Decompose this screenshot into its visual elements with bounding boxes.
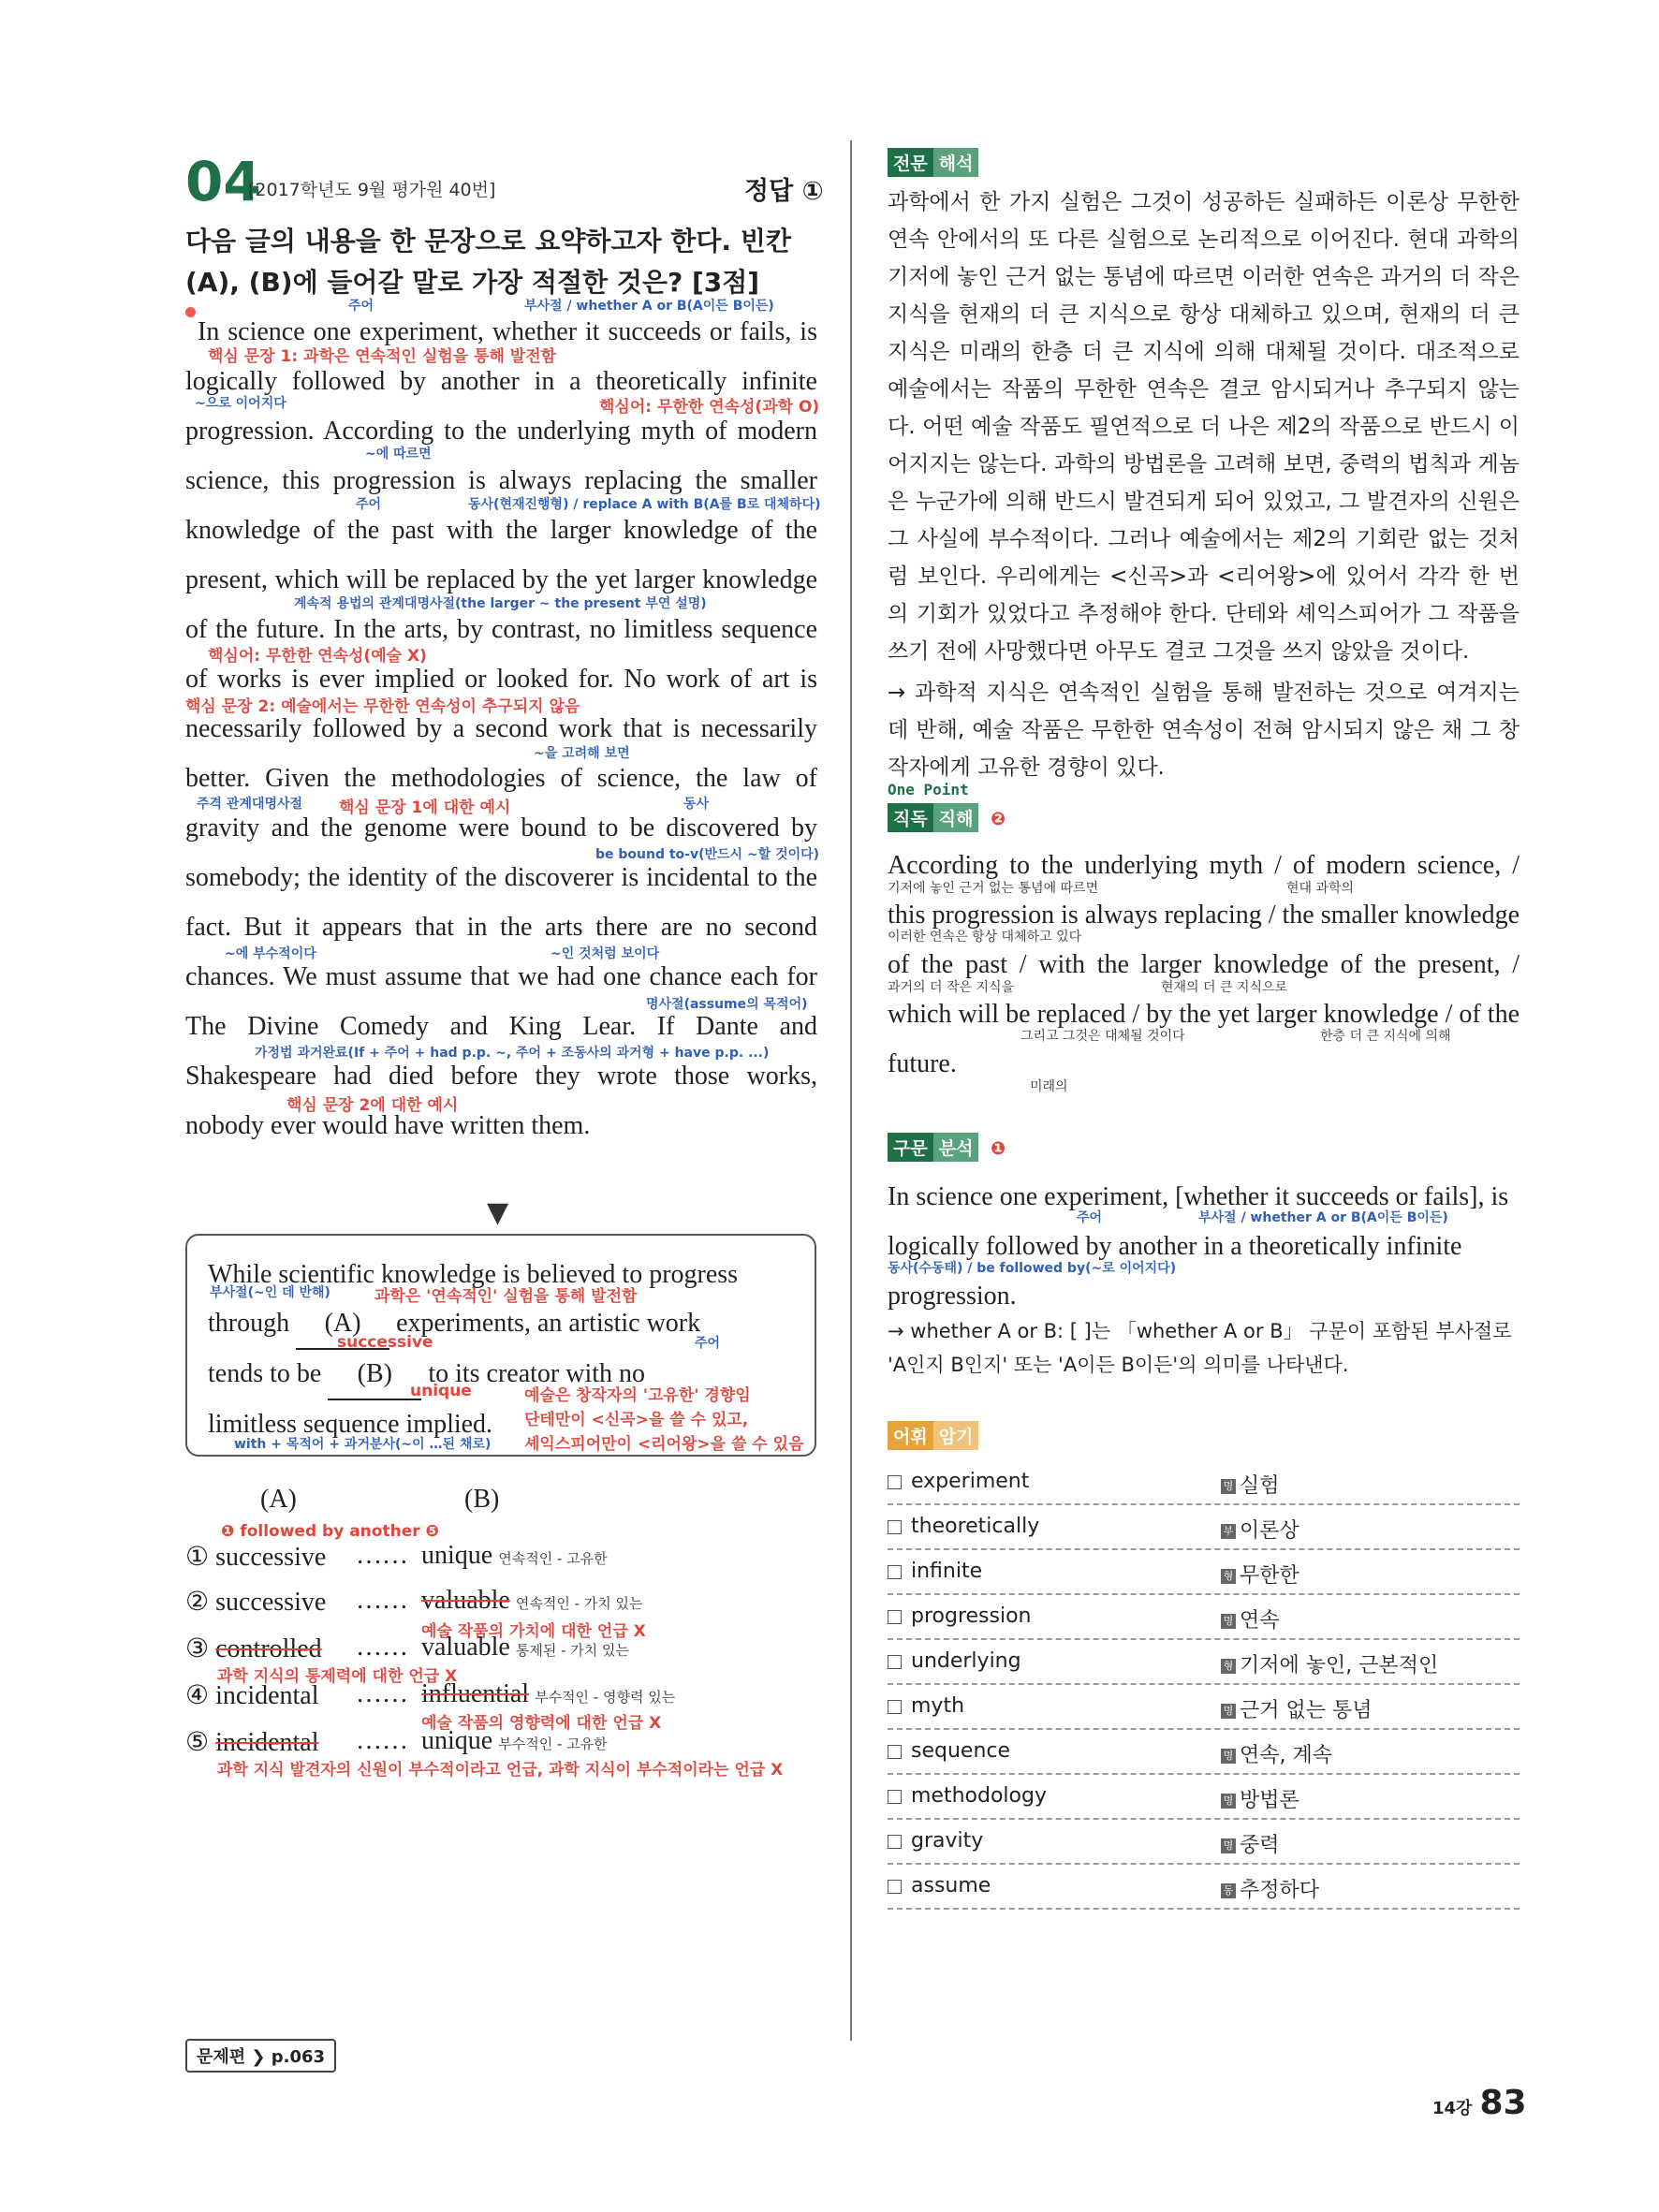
annotation: 부사절 / whether A or B(A이든 B이든) <box>524 299 774 314</box>
passage-text: In science one experiment, whether it succeeds or fails, is logically followed by another in a theoretically infinite progression. According to the underlying myth of modern science, this progression is always replacing the smaller knowledge of the past with the larger knowledge of the present, which will be replaced by the yet larger knowledge of the future. In the arts, by contrast, no limitless sequence of works is ever implied or looked for. No work of art is necessarily followed by a second work that is necessarily better. Given the methodologies of science, the law of gravity and the genome were bound to be discovered by somebody; the identity of the discoverer is incidental to the fact. But it appears that in the arts there are no second chances. We must assume that we had one chance each for The Divine Comedy and King Lear. If Dante and Shakespeare had died before they wrote those works, nobody ever would have written them. <box>185 317 817 1140</box>
annotation: 동사(수동태) / be followed by(~로 이어지다) <box>888 1261 1177 1276</box>
option-5[interactable]: ⑤ incidental …… unique 부수적인 - 고유한 <box>185 1726 608 1757</box>
vocab-row[interactable] <box>888 1775 1520 1820</box>
arrow-down-icon: ▼ <box>487 1196 509 1229</box>
vocab-row[interactable] <box>888 1730 1520 1775</box>
checkbox-icon[interactable] <box>888 1745 902 1759</box>
gloss: 과거의 더 작은 지식을 <box>888 980 1015 995</box>
vocab-row[interactable] <box>888 1865 1520 1910</box>
annotation: 주격 관계대명사절 <box>197 797 303 812</box>
annotation: 주어 <box>695 1336 721 1351</box>
vocab-meaning: 근거 없는 통념 <box>1240 1699 1373 1722</box>
annotation: 핵심 문장 1: 과학은 연속적인 실험을 통해 발전함 <box>208 347 557 366</box>
annotation: 주어 <box>1077 1210 1103 1225</box>
option-note: 예술 작품의 가치에 대한 언급 X <box>421 1622 646 1641</box>
vocab-row[interactable] <box>888 1820 1520 1865</box>
annotation: 과학은 '연속적인' 실험을 통해 발전함 <box>374 1287 638 1306</box>
annotation: 주어 <box>348 299 374 314</box>
vocab-meaning: 연속 <box>1240 1609 1280 1633</box>
gloss: 한층 더 큰 지식에 의해 <box>1320 1029 1451 1044</box>
part-of-speech-badge: 부 <box>1221 1524 1236 1539</box>
vocab-row[interactable] <box>888 1550 1520 1595</box>
section-header-vocab: 어휘 암기 <box>888 1421 978 1450</box>
annotation: 계속적 용법의 관계대명사절(the larger ~ the present 부연 설명) <box>294 596 707 611</box>
summary-line-1: While scientific knowledge is believed to progress <box>208 1260 739 1289</box>
checkbox-icon[interactable] <box>888 1610 902 1624</box>
vocab-meaning: 추정하다 <box>1240 1879 1320 1902</box>
annotation: 동사 <box>683 797 710 812</box>
vocab-row[interactable] <box>888 1505 1520 1550</box>
option-note: 과학 지식의 통제력에 대한 언급 X <box>217 1667 458 1686</box>
annotation: 가정법 과거완료(If + 주어 + had p.p. ~, 주어 + 조동사의 과거형 + have p.p. ...) <box>255 1046 770 1061</box>
checkbox-icon[interactable] <box>888 1700 902 1714</box>
vocab-word: myth <box>911 1694 965 1718</box>
part-of-speech-badge: 명 <box>1221 1479 1236 1494</box>
question-source: [2017학년도 9월 평가원 40번] <box>248 180 496 200</box>
one-point-label: One Point <box>888 781 969 798</box>
annotation: be bound to-v(반드시 ~할 것이다) <box>595 847 820 862</box>
part-of-speech-badge: 동 <box>1221 1883 1236 1898</box>
gloss: 현재의 더 큰 지식으로 <box>1161 980 1288 995</box>
vocab-word: theoretically <box>911 1515 1040 1538</box>
vocab-word: experiment <box>911 1470 1030 1493</box>
annotation: ~을 고려해 보면 <box>534 746 630 761</box>
gloss: 그리고 그것은 대체될 것이다 <box>1020 1029 1185 1044</box>
annotation: ~으로 이어지다 <box>195 396 286 411</box>
vocab-word: progression <box>911 1604 1032 1628</box>
vocab-word: gravity <box>911 1829 984 1853</box>
vocab-meaning: 실험 <box>1240 1474 1280 1498</box>
vocab-word: underlying <box>911 1649 1021 1673</box>
annotation: 핵심 문장 2: 예술에서는 무한한 연속성이 추구되지 않음 <box>185 697 580 716</box>
column-divider <box>850 140 852 2041</box>
annotation: 핵심어: 무한한 연속성(예술 X) <box>208 647 427 666</box>
vocab-meaning: 중력 <box>1240 1834 1280 1857</box>
answer-label: 정답 ① <box>744 177 824 206</box>
annotation: 부사절(~인 데 반해) <box>210 1285 330 1300</box>
blank-b: (B) <box>328 1350 421 1400</box>
summary-line-4: limitless sequence implied. <box>208 1410 493 1439</box>
annotation: unique <box>410 1382 472 1400</box>
option-4[interactable]: ④ incidental …… influential 부수적인 - 영향력 있는 <box>185 1679 676 1710</box>
vocab-meaning: 방법론 <box>1240 1789 1299 1812</box>
part-of-speech-badge: 명 <box>1221 1749 1236 1764</box>
checkbox-icon[interactable] <box>888 1790 902 1804</box>
checkbox-icon[interactable] <box>888 1655 902 1669</box>
gloss: 미래의 <box>1030 1079 1068 1094</box>
question-prompt: 다음 글의 내용을 한 문장으로 요약하고자 한다. 빈칸 (A), (B)에 들어갈 말로 가장 적절한 것은? [3점] <box>185 226 791 298</box>
reading-passage <box>185 307 820 1150</box>
part-of-speech-badge: 명 <box>1221 1838 1236 1853</box>
syntax-sentence: In science one experiment, [whether it succeeds or fails], is logically followed by another in a theoretically infinite progression. <box>888 1182 1509 1311</box>
annotation: 핵심 문장 1에 대한 예시 <box>339 798 511 817</box>
gloss: 현대 과학의 <box>1286 881 1355 896</box>
direct-reading-text: According to the underlying myth / of modern science, / this progression is always replacing / the smaller knowledge of the past / with the larger knowledge of the present, / which will be replaced / by the yet larger knowledge / of the future. <box>888 851 1520 1078</box>
option-1[interactable]: ① successive …… unique 연속적인 - 고유한 <box>185 1541 608 1572</box>
checkbox-icon[interactable] <box>888 1565 902 1579</box>
annotation: 핵심 문장 2에 대한 예시 <box>286 1096 459 1115</box>
part-of-speech-badge: 명 <box>1221 1704 1236 1719</box>
checkbox-icon[interactable] <box>888 1835 902 1849</box>
options-header-a: (A) <box>260 1485 297 1514</box>
vocab-meaning: 무한한 <box>1240 1564 1299 1588</box>
problem-book-reference[interactable]: 문제편 ❯ p.063 <box>185 2039 336 2073</box>
summary-line-3: tends to be (B) to its creator with no <box>208 1350 794 1400</box>
section-header-direct-reading: 직독 직해 ❷ <box>888 803 1011 832</box>
vocab-word: sequence <box>911 1739 1011 1763</box>
annotation: 명사절(assume의 목적어) <box>646 997 808 1012</box>
blank-a: (A) <box>296 1299 389 1350</box>
option-note: 예술 작품의 영향력에 대한 언급 X <box>421 1714 662 1733</box>
part-of-speech-badge: 형 <box>1221 1569 1236 1584</box>
option-note: 과학 지식 발견자의 신원이 부수적이라고 언급, 과학 지식이 부수적이라는 언급 X <box>217 1761 784 1780</box>
checkbox-icon[interactable] <box>888 1880 902 1894</box>
gloss: 기저에 놓인 근거 없는 통념에 따르면 <box>888 881 1099 896</box>
annotation: ❶ followed by another ❺ <box>221 1522 439 1541</box>
annotation: ~에 따르면 <box>365 447 432 461</box>
annotation: 핵심어: 무한한 연속성(과학 O) <box>599 398 820 417</box>
vocab-word: assume <box>911 1874 991 1897</box>
sentence-marker-icon <box>185 307 196 317</box>
annotation: 예술은 창작자의 '고유한' 경향임 <box>524 1386 751 1405</box>
vocab-row[interactable] <box>888 1685 1520 1730</box>
option-2[interactable]: ② successive …… valuable 연속적인 - 가치 있는 <box>185 1586 643 1617</box>
checkbox-icon[interactable] <box>888 1520 902 1534</box>
annotation: 주어 <box>356 497 382 512</box>
vocab-word: infinite <box>911 1560 983 1583</box>
annotation: 부사절 / whether A or B(A이든 B이든) <box>1198 1210 1448 1225</box>
section-header-translation: 전문 해석 <box>888 148 978 177</box>
vocab-row[interactable] <box>888 1640 1520 1685</box>
summary-line-2: through (A) experiments, an artistic work <box>208 1299 794 1350</box>
question-number: 04 <box>185 150 261 213</box>
annotation: 단테만이 <신곡>을 쓸 수 있고, <box>524 1411 749 1429</box>
part-of-speech-badge: 명 <box>1221 1794 1236 1809</box>
annotation: successive <box>337 1333 433 1352</box>
vocab-row[interactable] <box>888 1460 1520 1505</box>
vocab-meaning: 연속, 계속 <box>1240 1744 1332 1767</box>
part-of-speech-badge: 명 <box>1221 1614 1236 1629</box>
gloss: 이러한 연속은 항상 대체하고 있다 <box>888 930 1082 945</box>
section-header-syntax: 구문 분석 ❶ <box>888 1133 1011 1162</box>
korean-translation: 과학에서 한 가지 실험은 그것이 성공하든 실패하든 이론상 무한한 연속 안에서의 또 다른 실험으로 논리적으로 이어진다. 현대 과학의 기저에 놓인 근거 없는 통념에 따르면 이러한 연속은 과거의 더 작은 지식을 현재의 더 큰 지식으로 항상 대체하고 있으며, 현재의 더 큰 지식은 미래의 한층 더 큰 지식에 의해 대체될 것이다. 대조적으로 예술에서는 작품의 무한한 연속은 결코 암시되거나 추구되지 않는다. 어떤 예술 작품도 필연적으로 더 나은 제2의 작품으로 반드시 이어지지는 않는다. 과학의 방법론을 고려해 보면, 중력의 법칙과 게놈은 누군가에 의해 반드시 발견되게 되어 있었고, 그 발견자의 신원은 그 사실에 부수적이다. 그러나 예술에서는 제2의 기회란 없는 것처럼 보인다. 우리에게는 <신곡>과 <리어왕>에 있어서 각각 한 번의 기회가 있었다고 추정해야 한다. 단테와 셰익스피어가 그 작품을 쓰기 전에 사망했다면 아무도 결코 그것을 쓰지 않았을 것이다. → 과학적 지식은 연속적인 실험을 통해 발전하는 것으로 여겨지는 데 반해, 예술 작품은 무한한 연속성이 전혀 암시되지 않은 채 그 창작자에게 고유한 경향이 있다. <box>888 190 1520 780</box>
annotation: 동사(현재진행형) / replace A with B(A를 B로 대체하다) <box>468 497 821 512</box>
annotation: ~인 것처럼 보이다 <box>551 946 660 961</box>
checkbox-icon[interactable] <box>888 1475 902 1489</box>
vocab-meaning: 기저에 놓인, 근본적인 <box>1240 1654 1439 1677</box>
annotation: ~에 부수적이다 <box>225 946 316 961</box>
syntax-note: → whether A or B: [ ]는 「whether A or B」 구문이 포함된 부사절로 'A인지 B인지' 또는 'A이든 B이든'의 의미를 나타낸다. <box>888 1320 1512 1376</box>
vocab-meaning: 이론상 <box>1240 1519 1299 1543</box>
vocab-row[interactable] <box>888 1595 1520 1640</box>
annotation: with + 목적어 + 과거분사(~이 …된 채로) <box>234 1437 492 1452</box>
option-3[interactable]: ③ controlled …… valuable 통제된 - 가치 있는 <box>185 1633 629 1663</box>
vocab-word: methodology <box>911 1784 1047 1808</box>
options-header-b: (B) <box>464 1485 500 1514</box>
part-of-speech-badge: 형 <box>1221 1659 1236 1674</box>
page-number: 14강 83 <box>1432 2084 1527 2122</box>
annotation: 셰익스피어만이 <리어왕>을 쓸 수 있음 <box>524 1435 804 1454</box>
